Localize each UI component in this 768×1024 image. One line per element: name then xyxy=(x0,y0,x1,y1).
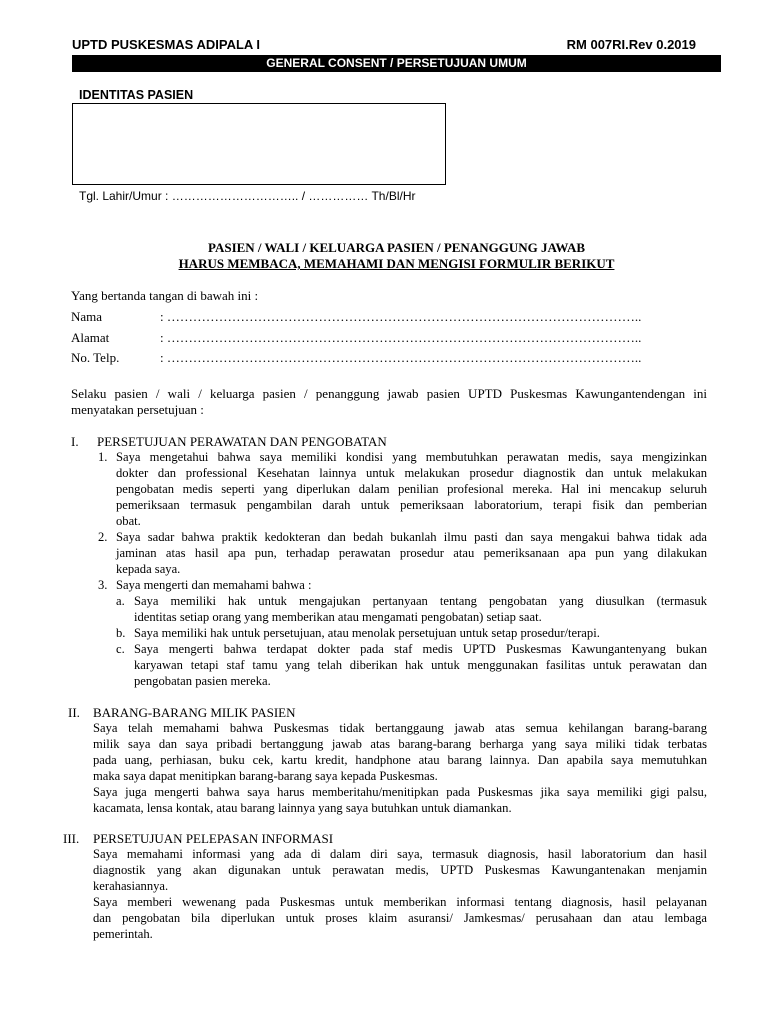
address-label: Alamat xyxy=(71,330,110,345)
item-3a-line: identitas setiap orang yang memberikan atau mengamati pengobatan) setiap saat. xyxy=(134,610,542,624)
item-3b-letter: b. xyxy=(116,626,126,640)
section-3-line: dan pengobatan bila diperlukan untuk proses klaim asuransi/ Jamkesmas/ perusahaan dan atau lembaga xyxy=(93,911,707,925)
item-1-line: dokter dan professional Kesehatan lainnya untuk melakukan prosedur diagnostik dan untuk melakukan xyxy=(116,466,707,480)
statement-line-1: Selaku pasien / wali / keluarga pasien / penanggung jawab pasien UPTD Puskesmas Kawungantendengan ini xyxy=(71,386,707,401)
item-2-line: Saya sadar bahwa praktik kedokteran dan bedah bukanlah ilmu pasti dan saya mengakui bahwa tidak ada xyxy=(116,530,707,544)
item-3c-line: Saya mengerti bahwa terdapat dokter pada staf medis UPTD Puskesmas Kawungantenyang bukan xyxy=(134,642,707,656)
item-1-line: pemeriksaan termasuk pengambilan darah untuk pemeriksaan laboratorium, terapi fisik dan pemberian xyxy=(116,498,707,512)
item-3-text: Saya mengerti dan memahami bahwa : xyxy=(116,578,312,592)
section-2-line: kacamata, lensa kontak, atau barang lainnya yang saya butuhkan untuk diamankan. xyxy=(93,801,512,815)
phone-field: : ……………………………………………………………………………………………….. xyxy=(160,350,642,365)
item-3c-line: karyawan tetapi staf tamu yang telah diberikan hak untuk menggunakan fasilitas untuk perawatan dan xyxy=(134,658,707,672)
section-3-line: diagnostik yang akan digunakan untuk perawatan medis, UPTD Puskesmas Kawungantenakan menjamin xyxy=(93,863,707,877)
notice-line-2: HARUS MEMBACA, MEMAHAMI DAN MENGISI FORMULIR BERIKUT xyxy=(178,256,615,271)
section-3-line: Saya memberi wewenang pada Puskesmas untuk memberikan informasi tentang diagnosis, hasil pelayanan xyxy=(93,895,707,909)
section-2-number: II. xyxy=(68,705,80,720)
item-3a-line: Saya memiliki hak untuk mengajukan pertanyaan tentang pengobatan yang diusulkan (termasuk xyxy=(134,594,707,608)
item-2-line: jaminan atas hasil apa pun, terhadap perawatan prosedur atau pemeriksanaan apa pun yang dilakukan xyxy=(116,546,707,560)
phone-label: No. Telp. xyxy=(71,350,120,365)
section-2-line: Saya juga mengerti bahwa saya harus memberitahu/menitipkan pada Puskesmas jika saya memiliki gigi palsu, xyxy=(93,785,707,799)
section-3-line: Saya memahami informasi yang ada di dalam diri saya, termasuk diagnosis, hasil laboratorium dan hasil xyxy=(93,847,707,861)
item-1-line: Saya mengetahui bahwa saya memiliki kondisi yang membutuhkan perawatan medis, saya mengizinkan xyxy=(116,450,707,464)
item-1-line: pengobatan medis seperti yang diperlukan dalam penilian profesional mereka. Hal ini mencakup seluruh xyxy=(116,482,707,496)
item-3-number: 3. xyxy=(98,578,108,592)
section-3-title: PERSETUJUAN PELEPASAN INFORMASI xyxy=(93,831,334,846)
dob-age-line: Tgl. Lahir/Umur : ………………………….. / …………… Th/Bl/Hr xyxy=(79,189,416,203)
form-code: RM 007RI.Rev 0.2019 xyxy=(566,37,696,52)
notice-line-1: PASIEN / WALI / KELUARGA PASIEN / PENANGGUNG JAWAB xyxy=(207,240,586,255)
item-1-number: 1. xyxy=(98,450,108,464)
section-1-title: PERSETUJUAN PERAWATAN DAN PENGOBATAN xyxy=(97,434,387,449)
item-2-number: 2. xyxy=(98,530,108,544)
section-3-line: kerahasiannya. xyxy=(93,879,169,893)
address-field: : ……………………………………………………………………………………………….. xyxy=(160,330,642,345)
org-name: UPTD PUSKESMAS ADIPALA I xyxy=(72,37,261,52)
section-2-title: BARANG-BARANG MILIK PASIEN xyxy=(93,705,296,720)
section-2-line: Saya telah memahami bahwa Puskesmas tidak bertanggaung jawab atas semua kehilangan barang-barang xyxy=(93,721,707,735)
item-3c-line: pengobatan pasien mereka. xyxy=(134,674,271,688)
statement-line-2: menyatakan persetujuan : xyxy=(71,402,204,417)
item-3b-text: Saya memiliki hak untuk persetujuan, atau menolak persetujuan untuk setap prosedur/terapi. xyxy=(134,626,600,640)
name-field: : ……………………………………………………………………………………………….. xyxy=(160,309,642,324)
form-title: GENERAL CONSENT / PERSETUJUAN UMUM xyxy=(72,55,721,72)
section-2-line: milik saya dan saya pribadi bertanggung jawab atas barang-barang berharga yang saya miliki tidak terbatas xyxy=(93,737,707,751)
section-2-line: pada uang, perhiasan, buku cek, kartu kredit, handphone atau barang lainnya. Dan apabila saya memutuhkan xyxy=(93,753,707,767)
item-3a-letter: a. xyxy=(116,594,125,608)
signer-intro: Yang bertanda tangan di bawah ini : xyxy=(71,288,259,303)
section-2-line: maka saya dapat menitipkan barang-barang saya kepada Puskesmas. xyxy=(93,769,438,783)
patient-identity-title: IDENTITAS PASIEN xyxy=(79,88,194,102)
item-3c-letter: c. xyxy=(116,642,125,656)
section-1-number: I. xyxy=(71,434,79,449)
section-3-number: III. xyxy=(63,831,80,846)
item-2-line: kepada saya. xyxy=(116,562,181,576)
name-label: Nama xyxy=(71,309,103,324)
item-1-line: obat. xyxy=(116,514,141,528)
section-3-line: pemerintah. xyxy=(93,927,153,941)
patient-identity-box xyxy=(72,103,446,185)
